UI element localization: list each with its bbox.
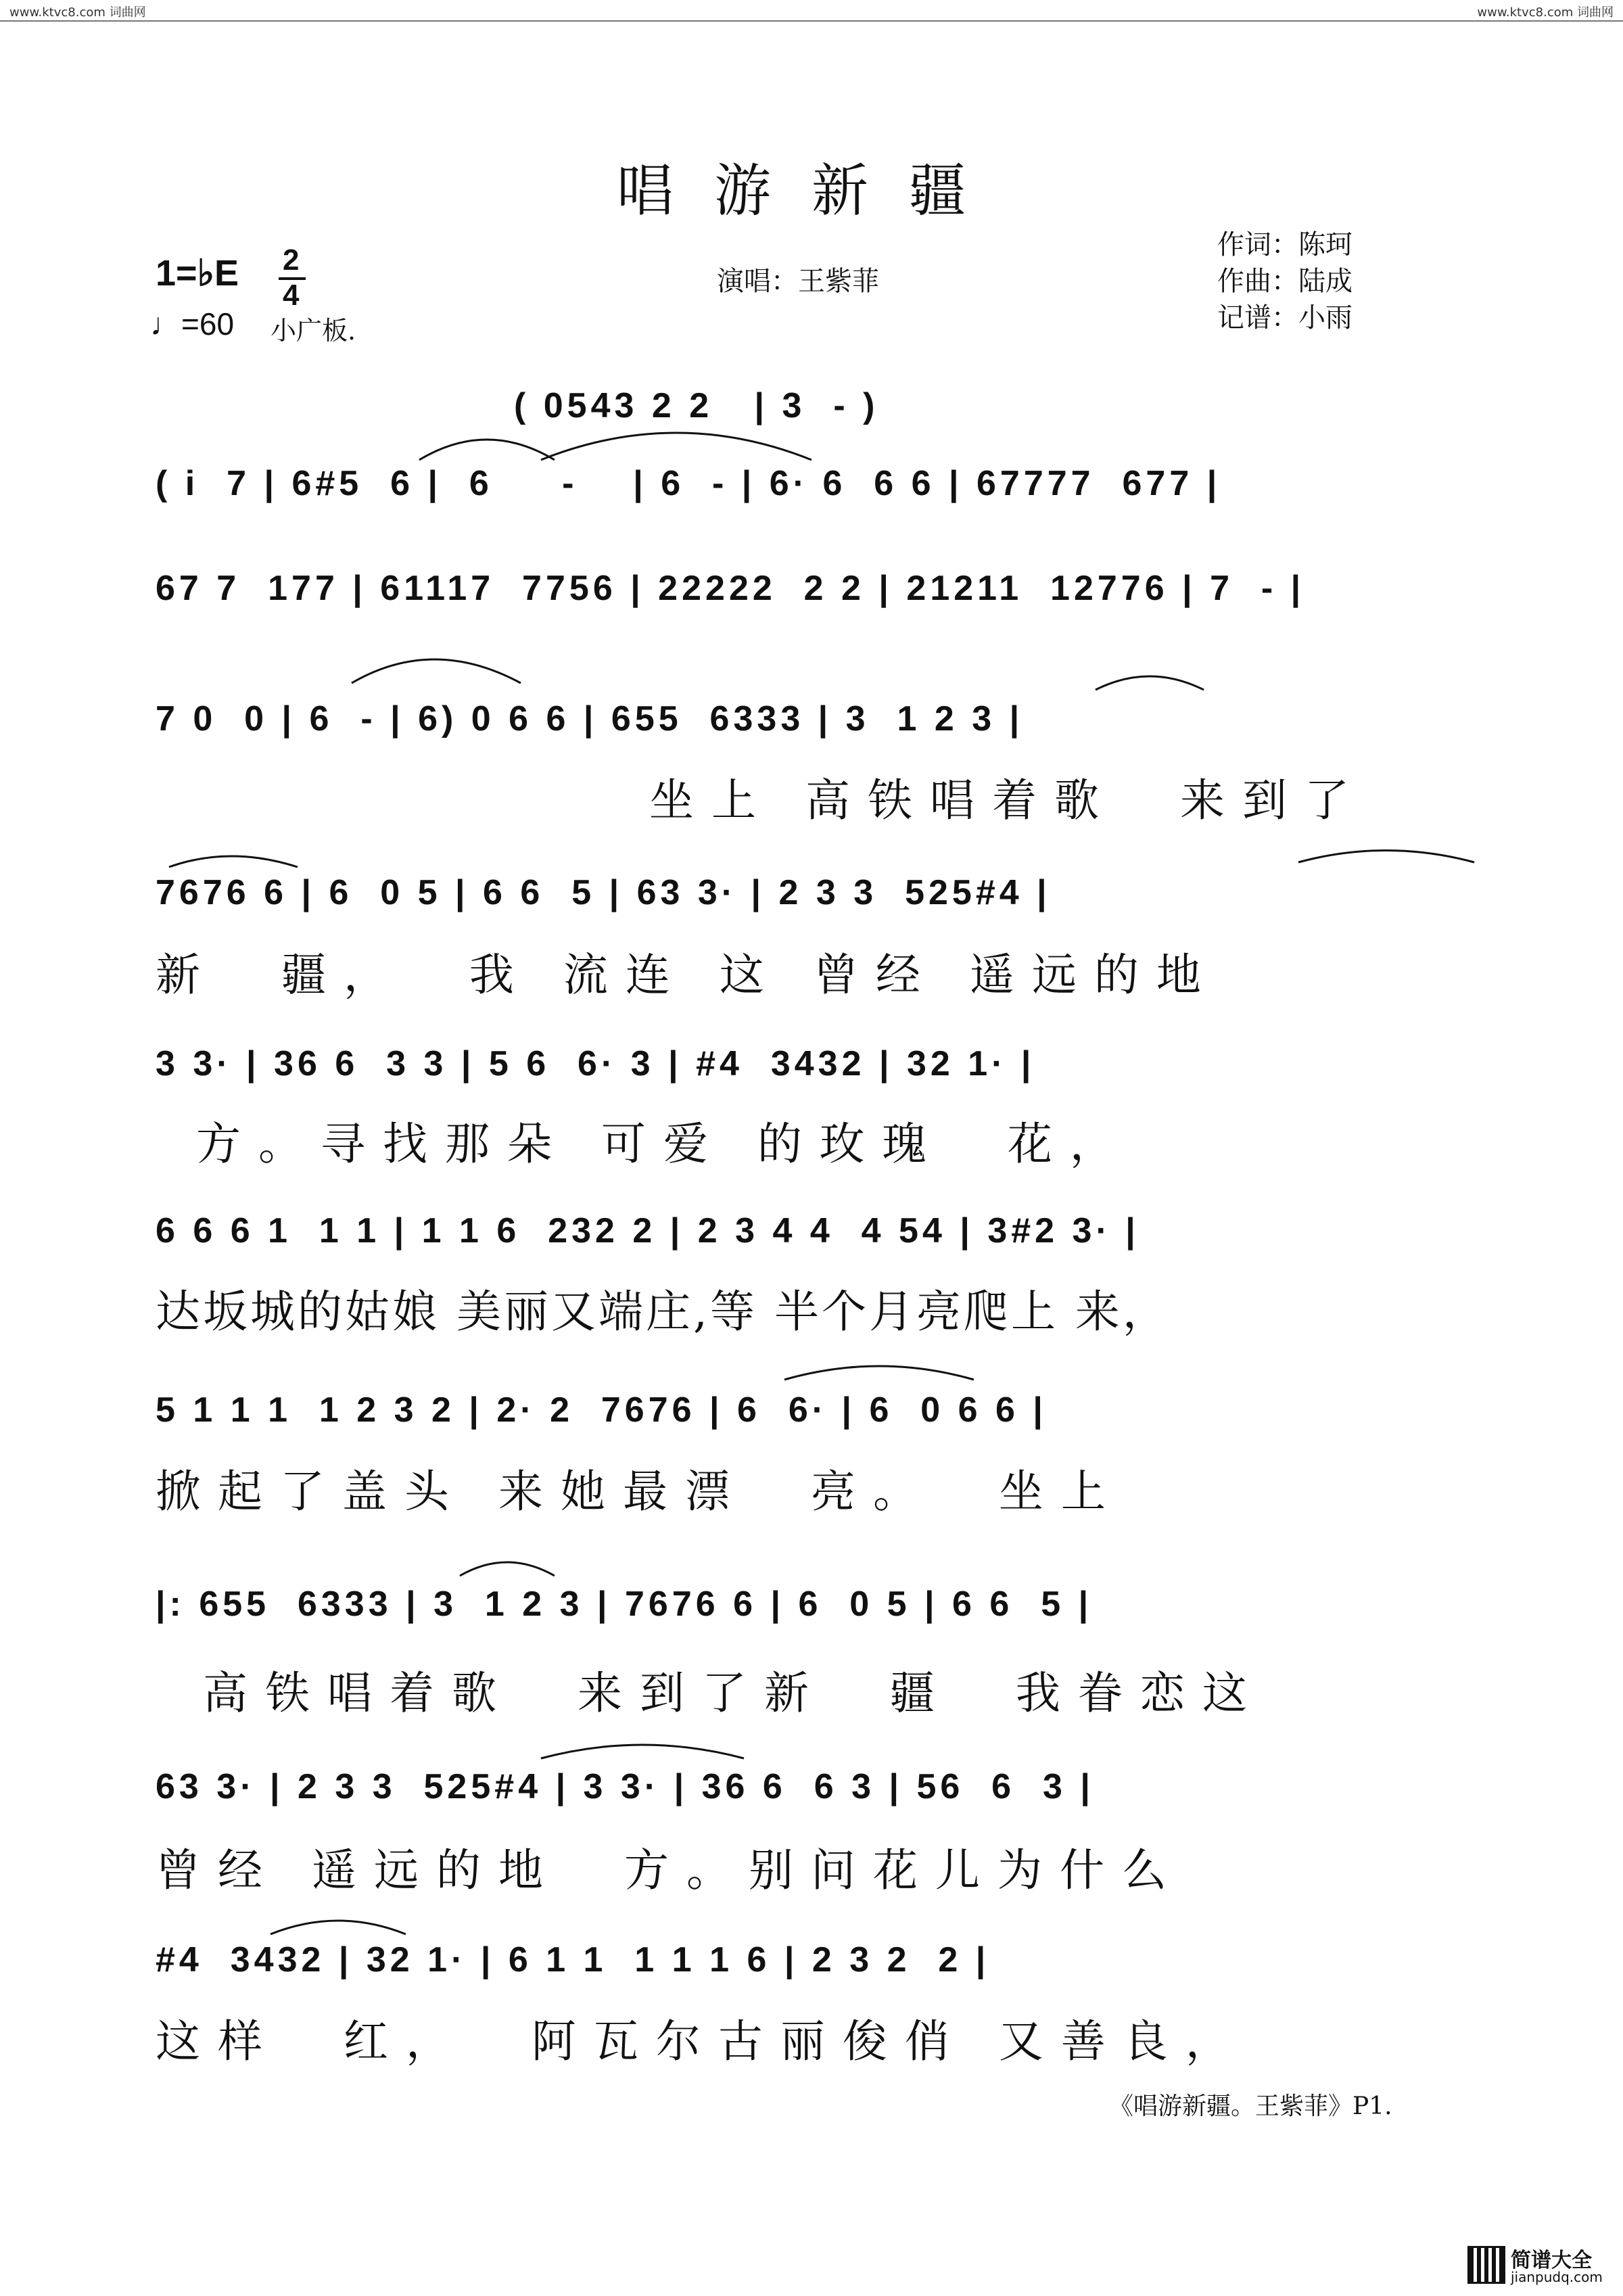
system-notes: 7 0 0 | 6 - | 6) 0 6 6 | 655 6333 | 3 1 2 3 | bbox=[156, 699, 1024, 739]
system-lyrics: 掀起了盖头 来她最漂 亮。 坐上 bbox=[156, 1466, 1123, 1518]
system-lyrics: 坐上 高铁唱着歌 来到了 bbox=[649, 774, 1367, 826]
page-title: 唱游新疆 bbox=[616, 158, 1006, 224]
piano-keys-icon bbox=[1467, 2246, 1505, 2284]
system-notes: 6 6 6 1 1 1 | 1 1 6 232 2 | 2 3 4 4 4 54 | 3#2 3· | bbox=[156, 1211, 1139, 1250]
system-notes: ( i 7 | 6#5 6 | 6 - | 6 - | 6· 6 6 6 | 67777 677 | bbox=[156, 464, 1221, 503]
slur bbox=[784, 1366, 974, 1380]
slur bbox=[460, 1562, 555, 1576]
header-right: www.ktvc8.com 词曲网 bbox=[1477, 5, 1614, 20]
singer: 演唱：王紫菲 bbox=[717, 266, 879, 297]
key-signature: 1=♭E bbox=[156, 253, 239, 294]
slur bbox=[352, 659, 521, 683]
intro-line: ( 0543 2 2 | 3 - ) bbox=[514, 386, 879, 425]
logo-text: 简谱大全 bbox=[1511, 2249, 1592, 2272]
system-lyrics: 高铁唱着歌 来到了新 疆 我眷恋这 bbox=[203, 1667, 1265, 1719]
slur bbox=[169, 856, 298, 867]
system-notes: 67 7 177 | 61117 7756 | 22222 2 2 | 21211 12776 | 7 - | bbox=[156, 569, 1305, 608]
system-notes: 3 3· | 36 6 3 3 | 5 6 6· 3 | #4 3432 | 32 1· | bbox=[156, 1044, 1035, 1083]
slur bbox=[541, 1745, 744, 1758]
transcriber: 记谱：小雨 bbox=[1217, 302, 1352, 333]
time-signature-bottom: 4 bbox=[283, 279, 300, 312]
lyricist: 作词：陈珂 bbox=[1217, 229, 1352, 260]
system-notes: |: 655 6333 | 3 1 2 3 | 7676 6 | 6 0 5 | 6 6 5 | bbox=[156, 1585, 1093, 1624]
time-signature-top: 2 bbox=[283, 243, 300, 277]
system-lyrics: 新 疆， 我 流连 这 曾经 遥远的地 bbox=[156, 949, 1219, 1001]
header-left: www.ktvc8.com 词曲网 bbox=[9, 5, 146, 20]
site-logo bbox=[1467, 2243, 1603, 2287]
system-notes: 7676 6 | 6 0 5 | 6 6 5 | 63 3· | 2 3 3 525#4 | bbox=[156, 873, 1051, 912]
page-footer: 《唱游新疆。王紫菲》P1. bbox=[1109, 2092, 1392, 2120]
system-notes: 5 1 1 1 1 2 3 2 | 2· 2 7676 | 6 6· | 6 0 6 6 | bbox=[156, 1390, 1047, 1430]
tempo-note: 小广板. bbox=[270, 316, 356, 346]
tempo: ♩=60 bbox=[150, 306, 235, 342]
system-lyrics: 曾经 遥远的地 方。别问花儿为什么 bbox=[156, 1844, 1184, 1896]
slur bbox=[270, 1921, 406, 1934]
system-lyrics: 方。寻找那朵 可爱 的玫瑰 花， bbox=[196, 1118, 1132, 1170]
slur bbox=[541, 433, 812, 460]
system-lyrics: 这样 红， 阿瓦尔古丽俊俏 又善良， bbox=[156, 2015, 1248, 2067]
slur bbox=[1298, 851, 1474, 863]
system-notes: 63 3· | 2 3 3 525#4 | 3 3· | 36 6 6 3 | 56 6 3 | bbox=[156, 1767, 1094, 1806]
system-notes: #4 3432 | 32 1· | 6 1 1 1 1 1 6 | 2 3 2 2 | bbox=[156, 1940, 990, 1979]
slur bbox=[419, 440, 555, 460]
slur bbox=[1096, 676, 1204, 690]
logo-url: jianpudq.com bbox=[1511, 2269, 1603, 2285]
system-lyrics: 达坂城的姑娘 美丽又端庄,等 半个月亮爬上 来， bbox=[156, 1286, 1170, 1338]
composer: 作曲：陆成 bbox=[1217, 266, 1352, 297]
